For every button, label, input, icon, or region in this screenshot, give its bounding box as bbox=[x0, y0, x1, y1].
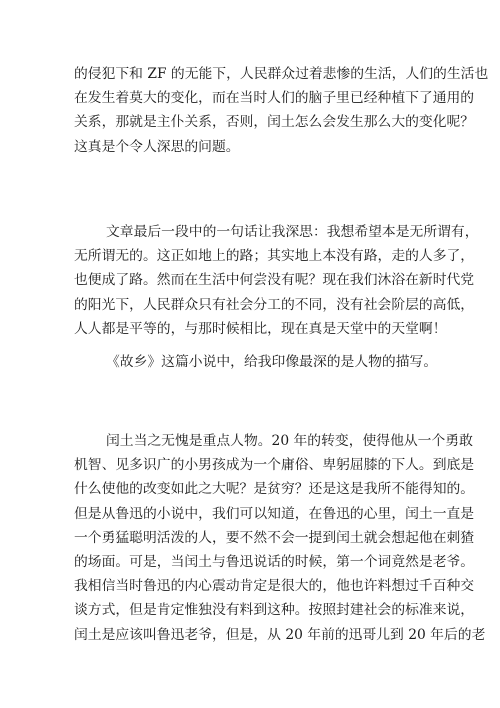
paragraph-3 bbox=[74, 350, 438, 374]
paragraph-4 bbox=[74, 429, 486, 647]
text-line: 我相信当时鲁迅的内心震动肯定是很大的，他也许料想过千百种交 bbox=[74, 578, 475, 595]
text-line: 机智、见多识广的小男孩成为一个庸俗、卑躬屈膝的下人。到底是 bbox=[74, 457, 475, 474]
text-line: 《故乡》这篇小说中，给我印像最深的是人物的描写。 bbox=[106, 354, 438, 370]
text-line: 也便成了路。然而在生活中何尝没有呢？现在我们沐浴在新时代党 bbox=[74, 272, 475, 289]
text-line: 无所谓无的。这正如地上的路；其实地上本没有路，走的人多了， bbox=[74, 248, 475, 265]
text-line: 一个勇猛聪明活泼的人，要不然不会一提到闰土就会想起他在刺猹 bbox=[74, 529, 475, 546]
paragraph-2 bbox=[74, 220, 479, 341]
text-line: 但是从鲁迅的小说中，我们可以知道，在鲁迅的心里，闰土一直是 bbox=[74, 505, 475, 522]
text-line: 闰土当之无愧是重点人物。20 年的转变，使得他从一个勇敢 bbox=[106, 433, 473, 449]
text-line: 闰土是应该叫鲁迅老爷，但是，从 20 年前的迅哥儿到 20 年后的老 bbox=[74, 626, 486, 643]
text-line: 什么使他的改变如此之大呢？是贫穷？还是这是我所不能得知的。 bbox=[74, 481, 475, 498]
text-line: 人人都是平等的，与那时候相比，现在真是天堂中的天堂啊！ bbox=[74, 320, 447, 337]
text-line: 关系，那就是主仆关系，否则，闰土怎么会发生那么大的变化呢？ bbox=[74, 114, 475, 131]
text-line: 的阳光下，人民群众只有社会分工的不同，没有社会阶层的高低， bbox=[74, 296, 475, 313]
paragraph-1 bbox=[74, 62, 489, 159]
text-line: 在发生着莫大的变化，而在当时人们的脑子里已经种植下了通用的 bbox=[74, 90, 475, 107]
text-line: 的侵犯下和 ZF 的无能下，人民群众过着悲惨的生活，人们的生活也 bbox=[74, 66, 489, 82]
text-line: 的场面。可是，当闰土与鲁迅说话的时候，第一个词竟然是老爷。 bbox=[74, 553, 475, 570]
text-line: 这真是个令人深思的问题。 bbox=[74, 138, 240, 155]
text-line: 谈方式，但是肯定惟独没有料到这种。按照封建社会的标准来说， bbox=[74, 602, 475, 619]
text-line: 文章最后一段中的一句话让我深思：我想希望本是无所谓有， bbox=[106, 224, 479, 240]
